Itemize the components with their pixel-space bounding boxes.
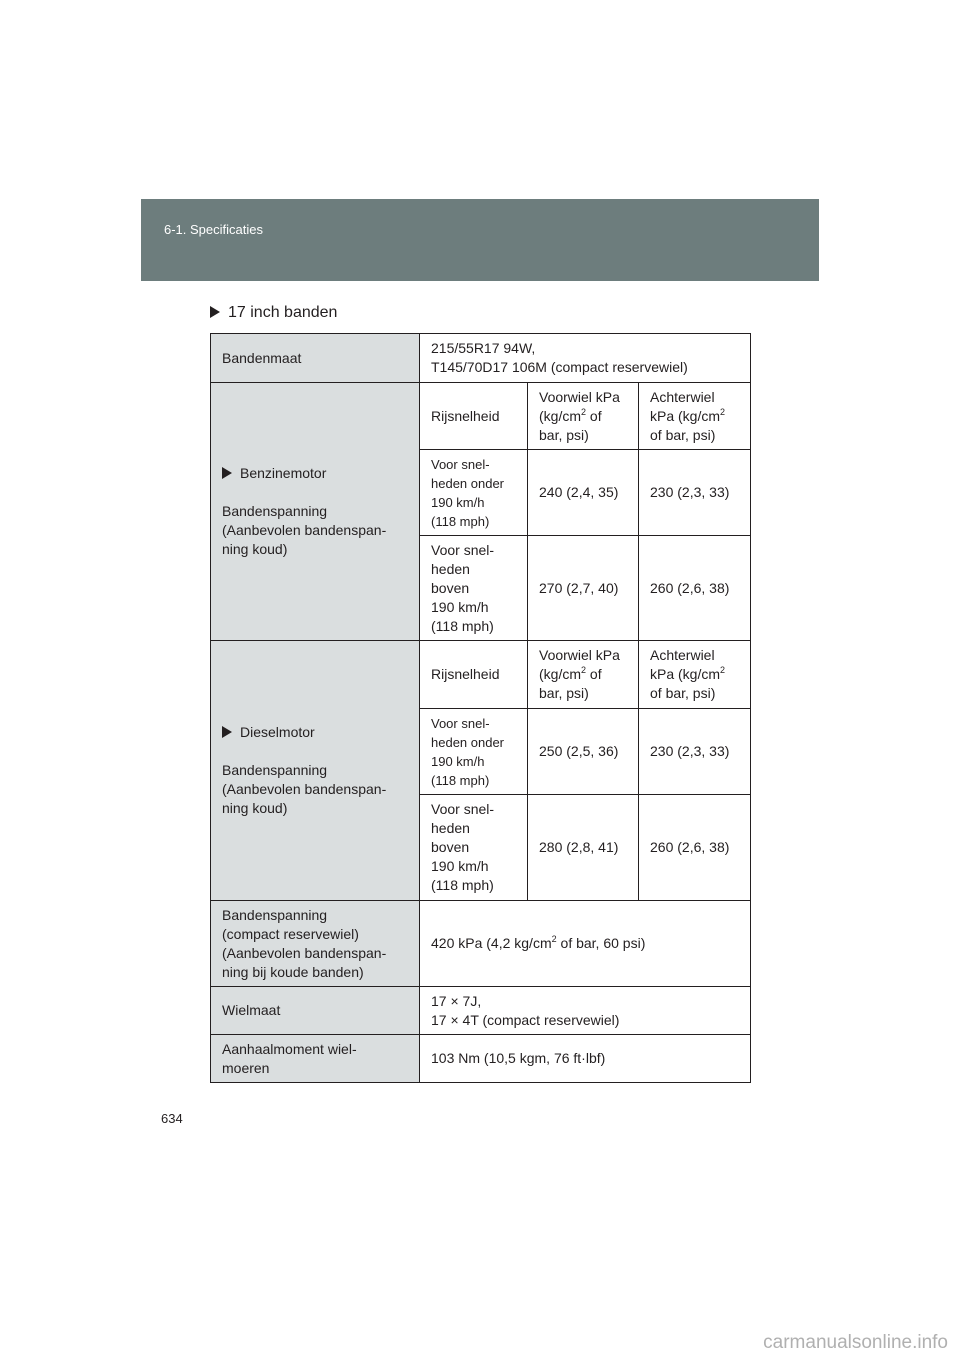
table-row [211, 1035, 751, 1083]
header-band [141, 199, 819, 281]
spec-table [210, 333, 751, 1083]
speed-cell: Voor snel- heden onder 190 km/h (118 mph) [420, 450, 528, 536]
tire-size-label: Bandenmaat [211, 334, 420, 383]
section-header: 6-1. Specificaties [164, 222, 263, 237]
table-row [211, 641, 751, 709]
rear-pressure-cell: 230 (2,3, 33) [639, 450, 751, 536]
table-row [211, 987, 751, 1035]
front-header: Voorwiel kPa ($kg/cm^2$ of bar, psi) [528, 641, 639, 709]
speed-header: Rijsnelheid [420, 383, 528, 450]
rear-pressure-cell: 230 (2,3, 33) [639, 709, 751, 795]
front-header: Voorwiel kPa ($kg/cm^2$ of bar, psi) [528, 383, 639, 450]
page-number: 634 [161, 1111, 183, 1126]
rear-header: Achterwiel kPa ($kg/cm^2$ of bar, psi) [639, 383, 751, 450]
torque-value: 103 Nm (10,5 kgm, 76 ft·lbf) [420, 1035, 751, 1083]
rear-header: Achterwiel kPa ($kg/cm^2$ of bar, psi) [639, 641, 751, 709]
triangle-bullet-icon [222, 467, 232, 479]
watermark: carmanualsonline.info [763, 1332, 948, 1353]
front-pressure-cell: 270 (2,7, 40) [528, 536, 639, 641]
triangle-bullet-icon [222, 726, 232, 738]
section-title [210, 304, 337, 322]
table-row [211, 334, 751, 383]
tire-size-value: 215/55R17 94W, T145/70D17 106M (compact reservewiel) [420, 334, 751, 383]
speed-header: Rijsnelheid [420, 641, 528, 709]
petrol-group-label: Benzinemotor Bandenspanning (Aanbevolen bandenspan- ning koud) [211, 383, 420, 641]
spare-pressure-value: 420 kPa (4,2 $kg/cm^2$ of bar, 60 psi) [420, 901, 751, 987]
speed-cell: Voor snel- heden boven 190 km/h (118 mph) [420, 795, 528, 901]
torque-label: Aanhaalmoment wiel- moeren [211, 1035, 420, 1083]
section-title-text: 17 inch banden [228, 304, 338, 321]
triangle-bullet-icon [210, 306, 220, 318]
speed-cell: Voor snel- heden onder 190 km/h (118 mph) [420, 709, 528, 795]
spare-pressure-label: Bandenspanning (compact reservewiel) (Aanbevolen bandenspan- ning bij koude banden) [211, 901, 420, 987]
wheel-size-value: 17 × 7J, 17 × 4T (compact reservewiel) [420, 987, 751, 1035]
table-row [211, 383, 751, 450]
front-pressure-cell: 280 (2,8, 41) [528, 795, 639, 901]
rear-pressure-cell: 260 (2,6, 38) [639, 795, 751, 901]
wheel-size-label: Wielmaat [211, 987, 420, 1035]
front-pressure-cell: 250 (2,5, 36) [528, 709, 639, 795]
diesel-group-label: Dieselmotor Bandenspanning (Aanbevolen bandenspan- ning koud) [211, 641, 420, 901]
front-pressure-cell: 240 (2,4, 35) [528, 450, 639, 536]
speed-cell: Voor snel- heden boven 190 km/h (118 mph) [420, 536, 528, 641]
rear-pressure-cell: 260 (2,6, 38) [639, 536, 751, 641]
table-row [211, 901, 751, 987]
